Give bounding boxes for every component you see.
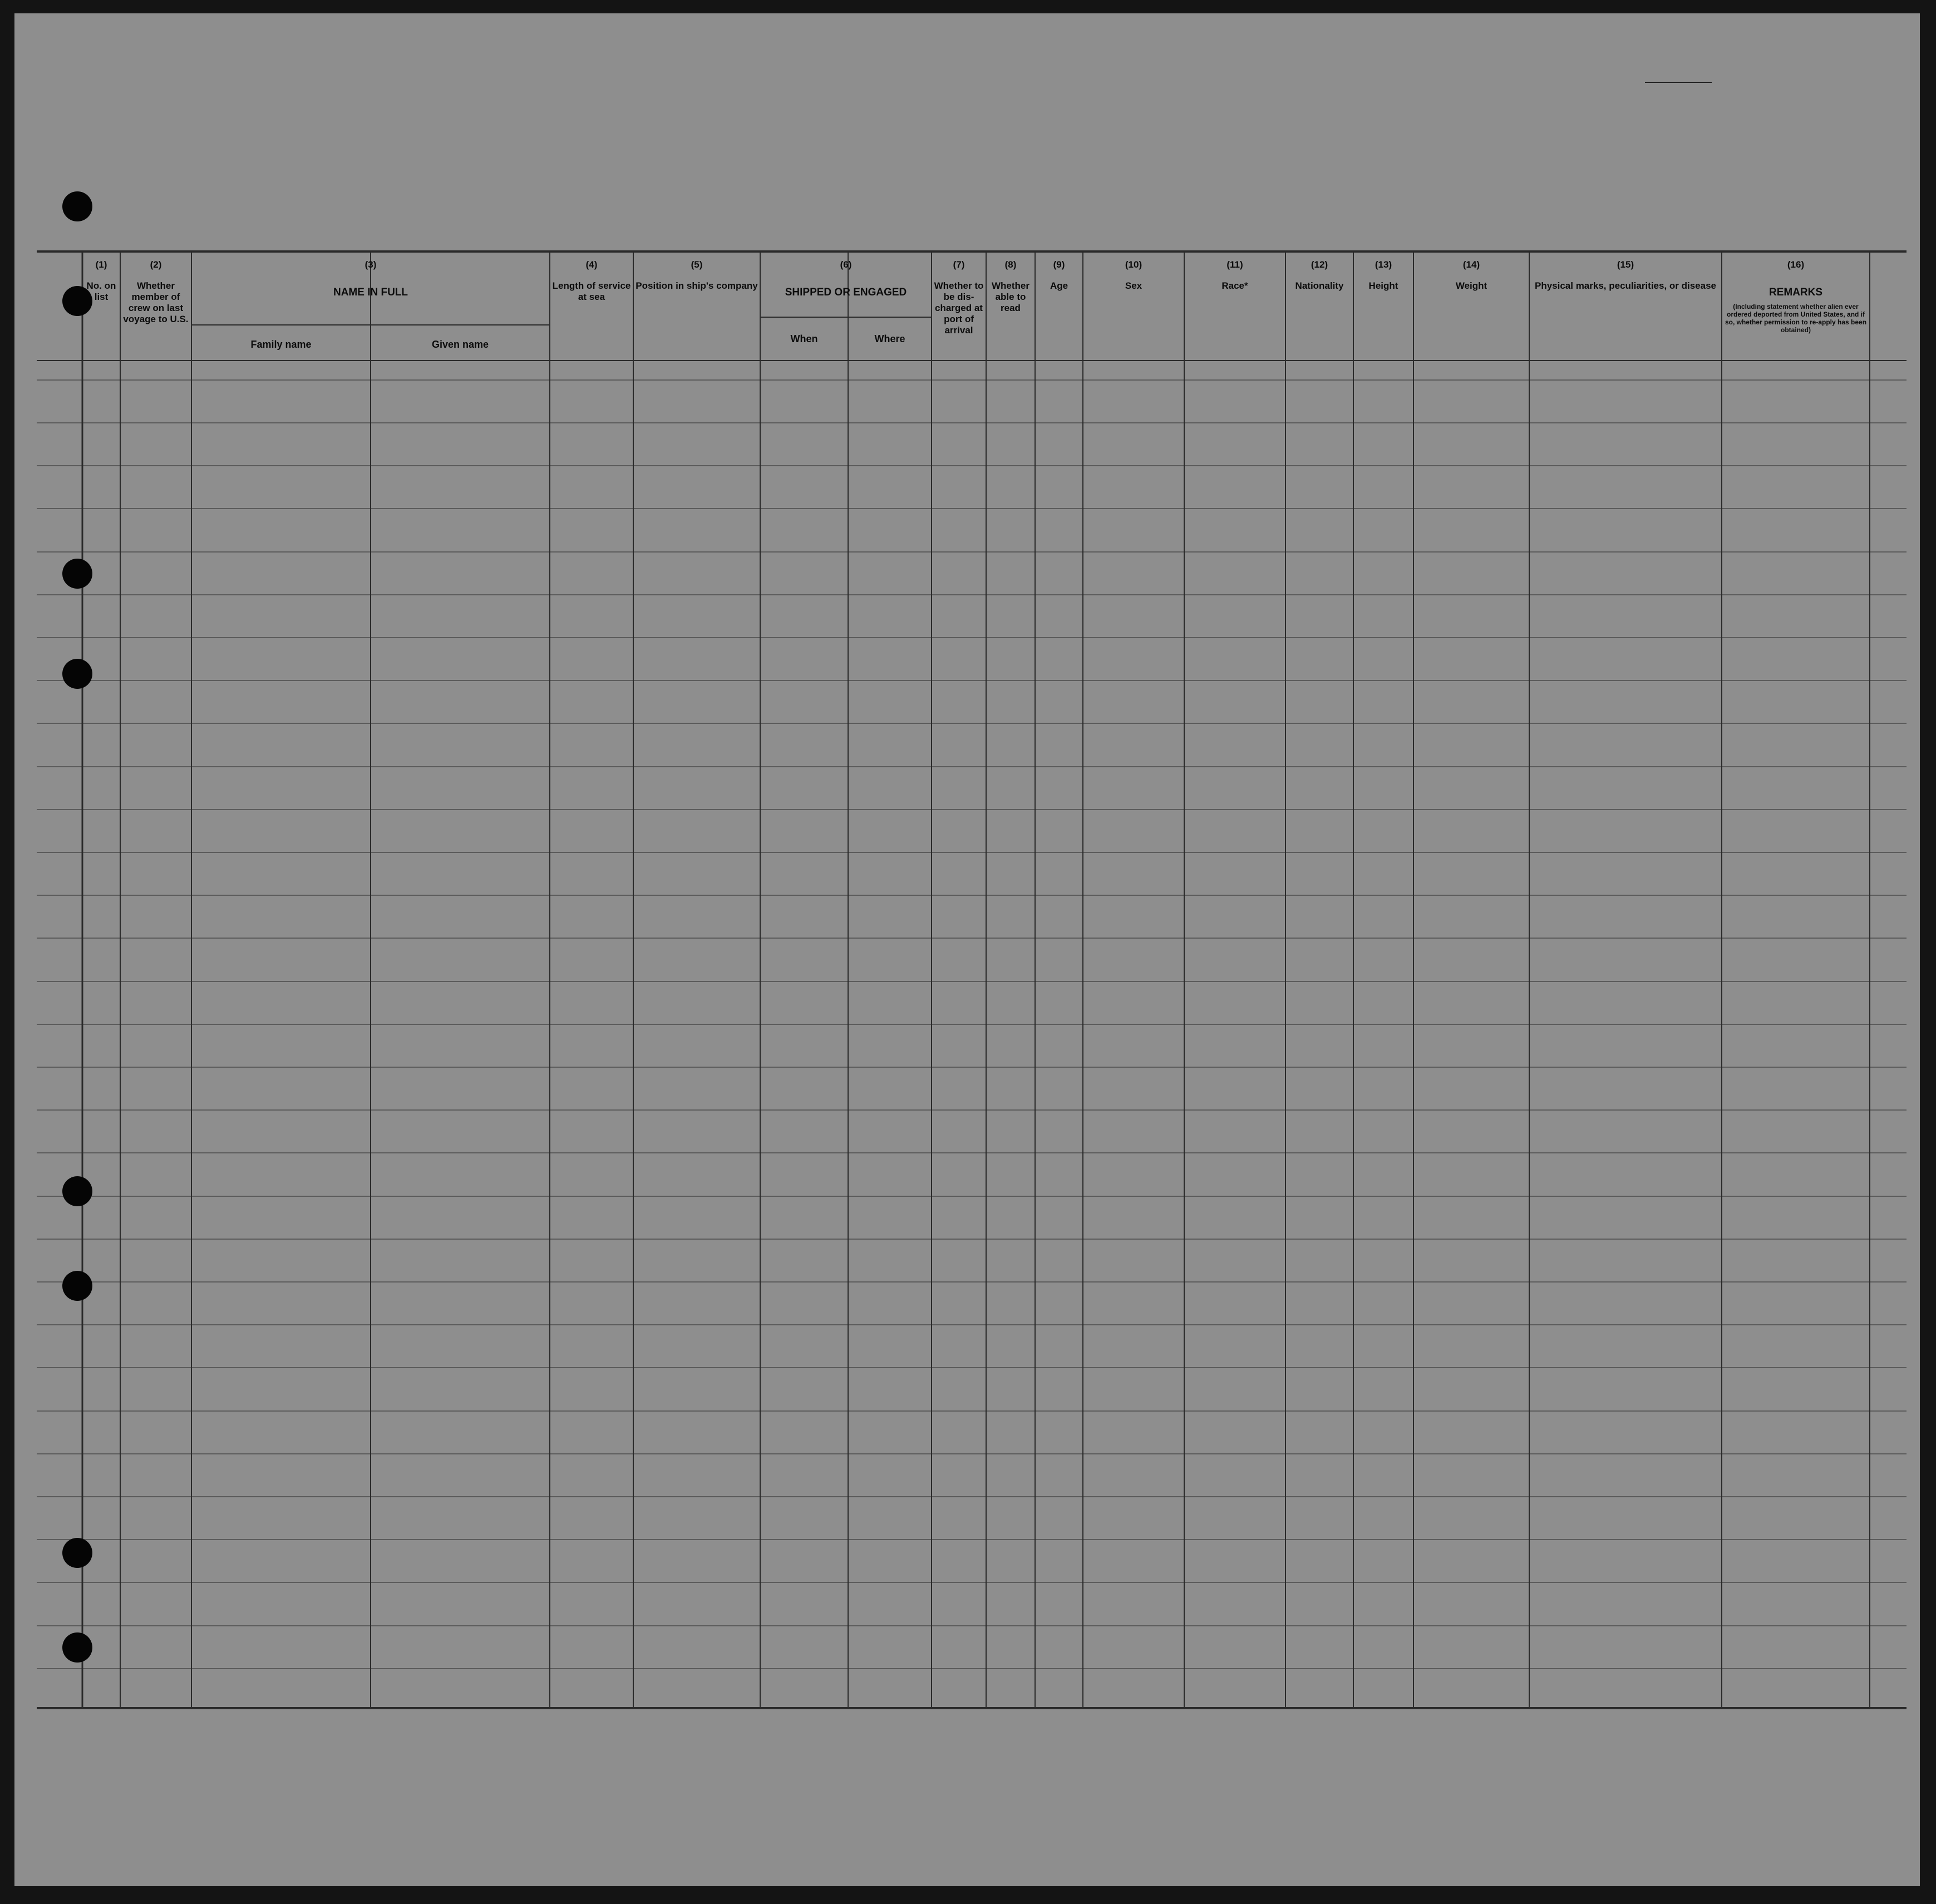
column-sublabel: Where: [874, 333, 905, 344]
column-label: Height: [1368, 280, 1398, 291]
column-label: SHIPPED OR ENGAGED: [785, 287, 907, 298]
column-label: Whether to be dis-charged at port of arrival: [934, 280, 984, 336]
column-label: REMARKS: [1768, 287, 1823, 298]
punch-hole: [62, 559, 92, 589]
column-number: (1): [95, 259, 107, 270]
column-number: (16): [1787, 259, 1805, 270]
column-number: (6): [840, 259, 852, 270]
column-number: (8): [1004, 259, 1017, 270]
column-number: (12): [1311, 259, 1328, 270]
punch-hole: [62, 1176, 92, 1206]
column-number: (4): [585, 259, 598, 270]
column-number: (7): [953, 259, 965, 270]
column-label: No. on list: [86, 280, 116, 302]
column-label: NAME IN FULL: [333, 287, 408, 298]
column-number: (15): [1617, 259, 1634, 270]
punch-hole: [62, 191, 92, 221]
column-label: Length of service at sea: [552, 280, 631, 302]
column-label: Sex: [1125, 280, 1142, 291]
column-label: Physical marks, peculiarities, or disease: [1534, 280, 1716, 291]
column-sublabel: When: [790, 333, 818, 344]
column-sublabel: Given name: [431, 339, 489, 350]
punch-hole: [62, 1271, 92, 1301]
column-number: (14): [1462, 259, 1480, 270]
column-number: (2): [150, 259, 162, 270]
manifest-page: [14, 13, 1920, 1886]
column-number: (9): [1053, 259, 1065, 270]
column-number: (3): [364, 259, 377, 270]
column-label: Age: [1050, 280, 1068, 291]
column-label: Race*: [1221, 280, 1248, 291]
column-number: (11): [1226, 259, 1243, 270]
punch-hole: [62, 1538, 92, 1568]
column-label: Nationality: [1295, 280, 1344, 291]
column-label: Whether member of crew on last voyage to U.S.: [123, 280, 189, 324]
column-detail: (Including statement whether alien ever ordered deported from United States, and if so, whether permission to re-apply has been obtained): [1725, 303, 1867, 334]
column-label: Weight: [1455, 280, 1487, 291]
column-label: Position in ship's company: [636, 280, 758, 291]
column-number: (10): [1125, 259, 1142, 270]
column-number: (5): [691, 259, 703, 270]
punch-hole: [62, 1632, 92, 1663]
sheet-number: [1645, 72, 1712, 87]
punch-hole: [62, 659, 92, 689]
column-number: (13): [1375, 259, 1392, 270]
column-sublabel: Family name: [250, 339, 312, 350]
column-label: Whether able to read: [992, 280, 1029, 313]
